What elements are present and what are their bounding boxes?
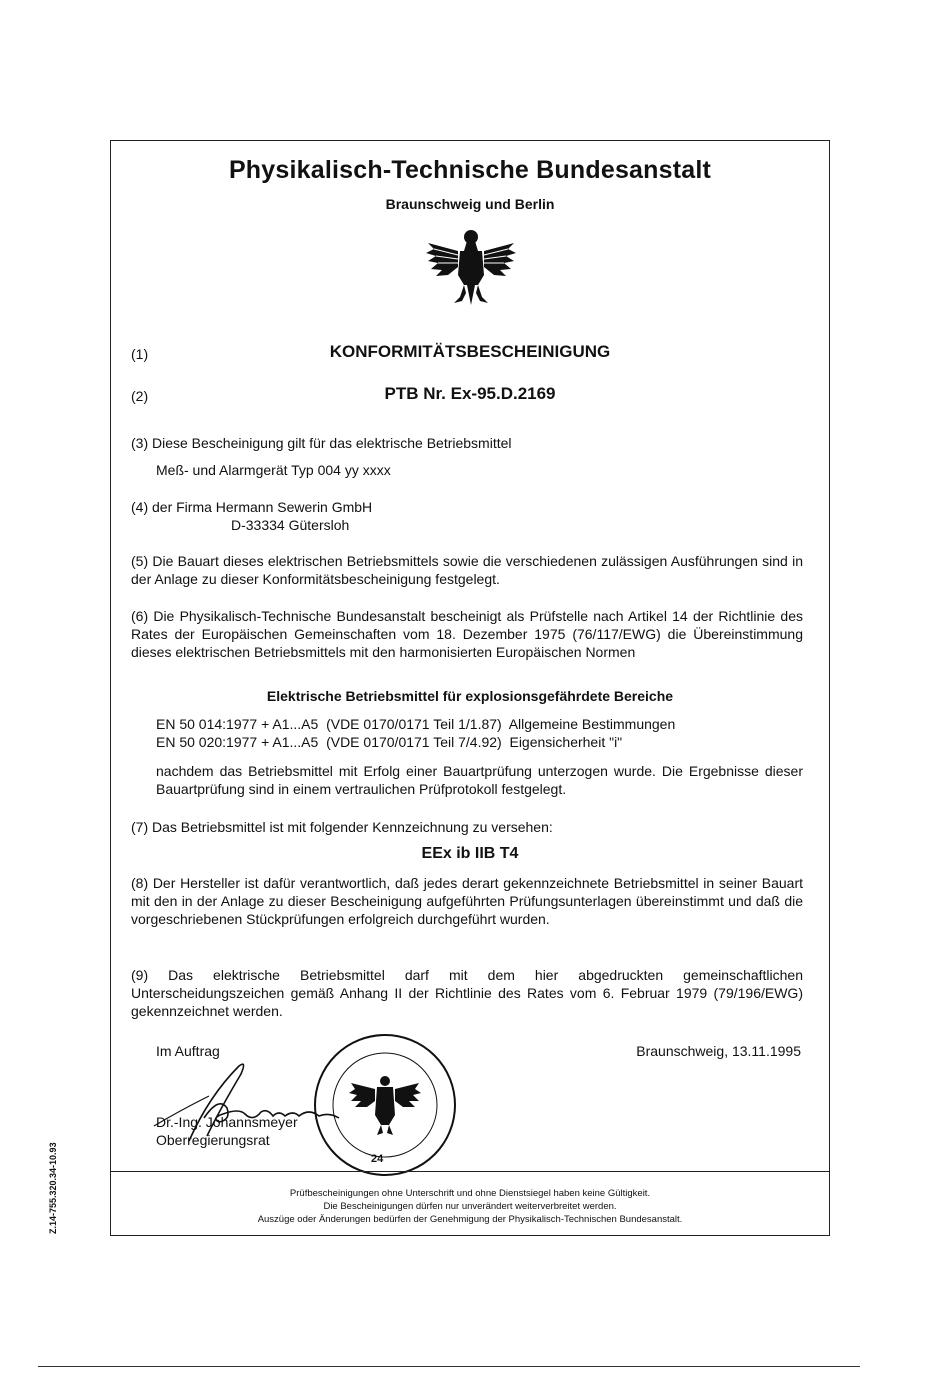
footer-line-2: Die Bescheinigungen dürfen nur unverändert weiterverbreitet werden. <box>323 1201 617 1212</box>
footer-line-3: Auszüge oder Änderungen bedürfen der Genehmigung der Physikalisch-Technischen Bundesanstalt. <box>257 1214 683 1225</box>
signatory-name: Dr.-Ing. Johannsmeyer <box>156 1114 298 1130</box>
ptb-number: PTB Nr. Ex-95.D.2169 <box>384 384 556 403</box>
official-seal-icon <box>311 1031 459 1179</box>
device-type: Meß- und Alarmgerät Typ 004 yy xxxx <box>156 462 391 478</box>
im-auftrag-label: Im Auftrag <box>156 1043 220 1059</box>
certificate-heading: KONFORMITÄTSBESCHEINIGUNG <box>329 342 611 361</box>
item-number-1: (1) <box>131 346 149 362</box>
footer-line-1: Prüfbescheinigungen ohne Unterschrift und ohne Dienstsiegel haben keine Gültigkeit. <box>289 1188 651 1199</box>
standard-en50020: EN 50 020:1977 + A1...A5 (VDE 0170/0171 Teil 7/4.92) Eigensicherheit "i" <box>156 734 623 750</box>
standards-heading: Elektrische Betriebsmittel für explosionsgefährdete Bereiche <box>266 688 674 704</box>
form-code: Z.14-755.320.34-10.93 <box>48 1142 58 1234</box>
item-6-text: (6) Die Physikalisch-Technische Bundesanstalt bescheinigt als Prüfstelle nach Artikel 14 der Richtlinie des Rates der Europäischen Gemeinschaften vom 18. Dezember 1975 (76/117/EWG) die Übereinstimmung dieses elektrischen Betriebsmittels mit den harmonisierten Europäischen Normen <box>131 608 803 660</box>
footer-divider <box>111 1171 829 1172</box>
item-3-text: (3) Diese Bescheinigung gilt für das elektrische Betriebsmittel <box>131 435 512 451</box>
footer-notice <box>111 1187 829 1226</box>
standard-en50014: EN 50 014:1977 + A1...A5 (VDE 0170/0171 Teil 1/1.87) Allgemeine Bestimmungen <box>156 716 676 732</box>
federal-eagle-icon <box>424 223 518 307</box>
item-8-text: (8) Der Hersteller ist dafür verantwortlich, daß jedes derart gekennzeichnete Betriebsmittel in seiner Bauart mit den in der Anlage zu dieser Bescheinigung aufgeführten Prüfungsunterlagen übereinstimmt und daß die vorgeschriebenen Stückprüfungen erfolgreich durchgeführt wurden. <box>131 875 803 927</box>
institution-title: Physikalisch-Technische Bundesanstalt <box>228 156 712 184</box>
manufacturer-address: D-33334 Gütersloh <box>231 517 350 533</box>
item-9-text: (9) Das elektrische Betriebsmittel darf mit dem hier abgedruckten gemeinschaftlichen Unterscheidungszeichen gemäß Anhang II der Richtlinie des Rates vom 6. Februar 1979 (79/196/EWG) gekennzeichnet werden. <box>131 967 803 1019</box>
item-7-text: (7) Das Betriebsmittel ist mit folgender Kennzeichnung zu versehen: <box>131 819 553 835</box>
institution-location: Braunschweig und Berlin <box>385 196 555 212</box>
item-6-conclusion: nachdem das Betriebsmittel mit Erfolg einer Bauartprüfung unterzogen wurde. Die Ergebnisse dieser Bauartprüfung sind in einem vertraulichen Prüfprotokoll festgelegt. <box>156 763 803 797</box>
seal-number: 24 <box>371 1153 384 1165</box>
place-date: Braunschweig, 13.11.1995 <box>636 1043 801 1059</box>
ex-marking: EEx ib IIB T4 <box>421 845 519 862</box>
item-number-2: (2) <box>131 388 149 404</box>
page-bottom-rule <box>38 1366 860 1367</box>
manufacturer-name: (4) der Firma Hermann Sewerin GmbH <box>131 499 373 515</box>
signatory-rank: Oberregierungsrat <box>156 1132 270 1148</box>
certificate-frame <box>110 140 830 1236</box>
item-5-text: (5) Die Bauart dieses elektrischen Betriebsmittels sowie die verschiedenen zulässigen Ausführungen sind in der Anlage zu dieser Konformitätsbescheinigung festgelegt. <box>131 553 803 587</box>
